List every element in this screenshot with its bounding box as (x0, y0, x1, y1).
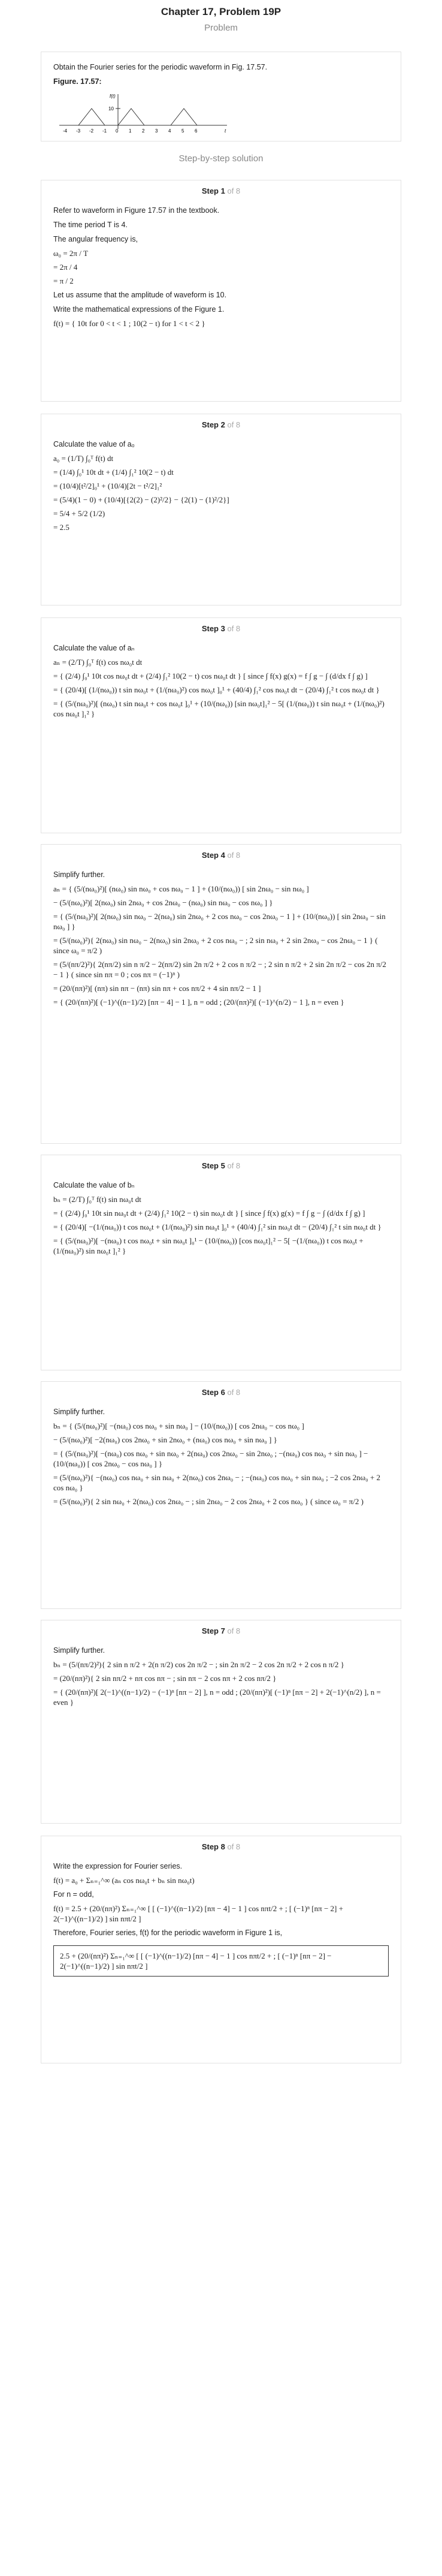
step-3-line-4: = { (5/(nω₀)²)[ (nω₀) t sin nω₀t + cos nω₀t ]₀¹ + (10/(nω₀)) [sin nω₀t]₁² − 5[ (1/(nω₀)) t sin nω₀t + (1/(nω₀)²) cos nω₀t ]₁² } (53, 699, 385, 718)
step-title-1: Step 1 of 8 (201, 186, 241, 195)
step-card-6 (41, 1381, 401, 1609)
y-axis-label: f(t) (110, 94, 116, 99)
step-card-8 (41, 1836, 401, 2063)
step-3-line-1: aₙ = (2/T) ∫₀ᵀ f(t) cos nω₀t dt (53, 658, 143, 667)
step-card-1 (41, 180, 401, 402)
problem-heading: Problem (204, 23, 238, 33)
x-axis-label: t (225, 128, 226, 134)
step-4-line-4: = (5/(nω₀)²){ 2(nω₀) sin nω₀ − 2(nω₀) sin 2nω₀ + 2 cos nω₀ − ; 2 sin nω₀ + 2 sin 2nω₀ − cos 2nω₀ − 1 } ( since ω₀ = π/2 ) (53, 936, 378, 955)
x-tick-label: 3 (155, 128, 158, 134)
step-8-line-0: Write the expression for Fourier series. (53, 1862, 183, 1870)
step-6-line-5: = (5/(nω₀)²){ 2 sin nω₀ + 2(nω₀) cos 2nω₀ − ; sin 2nω₀ − 2 cos 2nω₀ + 2 cos nω₀ } ( since ω₀ = π/2 ) (53, 1497, 364, 1506)
step-4-line-2: − (5/(nω₀)²)[ 2(nω₀) sin 2nω₀ + cos 2nω₀ − (nω₀) sin nω₀ − cos nω₀ ] } (53, 898, 273, 907)
step-6-line-2: − (5/(nω₀)²)[ −2(nω₀) cos 2nω₀ + sin 2nω₀ + (nω₀) cos nω₀ + sin nω₀ ] } (53, 1435, 277, 1444)
x-tick-label: 5 (181, 128, 184, 134)
step-1-line-8: f(t) = { 10t for 0 < t < 1 ; 10(2 − t) for 1 < t < 2 } (53, 319, 205, 328)
step-1-line-0: Refer to waveform in Figure 17.57 in the textbook. (53, 206, 220, 215)
triangle-right (171, 109, 197, 125)
step-title-6: Step 6 of 8 (201, 1388, 241, 1397)
problem-text: Obtain the Fourier series for the periodic waveform in Fig. 17.57. (53, 63, 268, 71)
triangle-center (118, 109, 144, 125)
step-5-line-1: bₙ = (2/T) ∫₀ᵀ f(t) sin nω₀t dt (53, 1195, 141, 1204)
x-tick-label: 0 (116, 128, 119, 134)
step-5-line-4: = { (5/(nω₀)²)[ −(nω₀) t cos nω₀t + sin nω₀t ]₀¹ − (10/(nω₀)) [cos nω₀t]₁² − 5[ −(1/(nω₀)) t cos nω₀t + (1/(nω₀)²) sin nω₀t ]₁² } (53, 1236, 364, 1255)
step-8-line-1: f(t) = a₀ + Σₙ₌₁^∞ (aₙ cos nω₀t + bₙ sin nω₀t) (53, 1876, 195, 1885)
problem-card (41, 52, 401, 141)
step-7-line-2: = (20/(nπ)²){ 2 sin nπ/2 + nπ cos nπ − ; sin nπ − 2 cos nπ + 2 cos nπ/2 } (53, 1674, 277, 1683)
step-5-line-3: = { (20/4)[ −(1/(nω₀)) t cos nω₀t + (1/(nω₀)²) sin nω₀t ]₀¹ + (40/4) ∫₁² sin nω₀t dt − (20/4) ∫₁² t sin nω₀t dt } (53, 1222, 382, 1231)
step-1-line-4: = 2π / 4 (53, 263, 78, 272)
step-5-line-0: Calculate the value of bₙ (53, 1181, 135, 1189)
step-title-3: Step 3 of 8 (201, 624, 241, 633)
step-8-line-3: f(t) = 2.5 + (20/(nπ)²) Σₙ₌₁^∞ [ [ (−1)^((n−1)/2) [nπ − 4] − 1 ] cos nπt/2 + ; [ (−1)ⁿ [nπ − 2] + 2(−1)^((n−1)/2) ] sin nπt/2 ] (53, 1904, 343, 1923)
step-4-line-0: Simplify further. (53, 870, 105, 879)
x-tick-label: -2 (89, 128, 94, 134)
step-1-line-5: = π / 2 (53, 276, 74, 285)
step-title-7: Step 7 of 8 (201, 1626, 241, 1635)
x-tick-label: 1 (129, 128, 132, 134)
page-title: Chapter 17, Problem 19P (161, 6, 281, 17)
step-6-line-4: = (5/(nω₀)²){ −(nω₀) cos nω₀ + sin nω₀ + 2(nω₀) cos 2nω₀ − ; −(nω₀) cos nω₀ + sin nω₀ ; −2 cos 2nω₀ + 2 cos nω₀ } (53, 1473, 381, 1492)
figure-label: Figure. 17.57: (53, 77, 102, 86)
step-1-line-3: ω₀ = 2π / T (53, 249, 89, 258)
x-tick-label: 6 (195, 128, 198, 134)
step-2-line-3: = (10/4)[t²/2]₀¹ + (10/4)[2t − t²/2]₁² (53, 481, 162, 490)
step-title-2: Step 2 of 8 (201, 420, 241, 429)
step-title-5: Step 5 of 8 (201, 1161, 241, 1170)
step-4-line-3: = { (5/(nω₀)²)[ 2(nω₀) sin nω₀ − 2(nω₀) sin 2nω₀ + 2 cos nω₀ − cos 2nω₀ − 1 ] + (10/(nω₀)) [ sin 2nω₀ − sin nω₀ ] } (53, 912, 386, 931)
solution-heading: Step-by-step solution (178, 153, 264, 164)
step-6-line-0: Simplify further. (53, 1408, 105, 1416)
x-tick-label: 4 (168, 128, 171, 134)
x-tick-label: -3 (76, 128, 81, 134)
step-4-line-5: = (5/(nπ/2)²){ 2(nπ/2) sin n π/2 − 2(nπ/2) sin 2n π/2 + 2 cos n π/2 − ; 2 sin n π/2 + 2 sin 2n π/2 − cos 2n π/2 − 1 } ( since sin nπ = 0 ; cos nπ = (−1)ⁿ ) (53, 960, 386, 979)
x-tick-label: -1 (102, 128, 107, 134)
step-2-line-2: = (1/4) ∫₀¹ 10t dt + (1/4) ∫₁² 10(2 − t) dt (53, 468, 174, 477)
step-3-line-3: = { (20/4)[ (1/(nω₀)) t sin nω₀t + (1/(nω₀)²) cos nω₀t ]₀¹ + (40/4) ∫₁² cos nω₀t dt − (20/4) ∫₁² t cos nω₀t dt } (53, 685, 380, 694)
step-7-line-0: Simplify further. (53, 1646, 105, 1655)
figure-waveform (53, 91, 389, 135)
triangle-left (65, 109, 144, 125)
final-answer-box: 2.5 + (20/(nπ)²) Σₙ₌₁^∞ [ [ (−1)^((n−1)/2) [nπ − 4] − 1 ] cos nπt/2 + ; [ (−1)ⁿ [nπ − 2] − 2(−1)^((n−1)/2) ] sin nπt/2 ] (53, 1945, 389, 1977)
step-card-7 (41, 1620, 401, 1824)
step-card-4 (41, 844, 401, 1144)
step-card-5 (41, 1155, 401, 1370)
step-2-line-6: = 2.5 (53, 523, 69, 532)
step-title-8: Step 8 of 8 (201, 1842, 241, 1851)
step-5-line-2: = { (2/4) ∫₀¹ 10t sin nω₀t dt + (2/4) ∫₁² 10(2 − t) sin nω₀t dt } [ since ∫ f(x) g(x) = f ∫ g − ∫ (d/dx f ∫ g) ] (53, 1209, 365, 1218)
step-card-2 (41, 414, 401, 605)
step-3-line-0: Calculate the value of aₙ (53, 644, 135, 652)
y-tick-label: 10 (108, 106, 114, 112)
waveform-plot (53, 91, 233, 135)
step-6-line-1: bₙ = { (5/(nω₀)²)[ −(nω₀) cos nω₀ + sin nω₀ ] − (10/(nω₀)) [ cos 2nω₀ − cos nω₀ ] (53, 1421, 304, 1430)
x-tick-label: 2 (142, 128, 145, 134)
step-2-line-0: Calculate the value of a₀ (53, 440, 135, 448)
x-tick-labels (63, 128, 198, 134)
step-1-line-1: The time period T is 4. (53, 221, 128, 229)
step-3-line-2: = { (2/4) ∫₀¹ 10t cos nω₀t dt + (2/4) ∫₁² 10(2 − t) cos nω₀t dt } [ since ∫ f(x) g(x) = f ∫ g − ∫ (d/dx f ∫ g) ] (53, 671, 368, 680)
step-title-4: Step 4 of 8 (201, 851, 241, 860)
step-1-line-6: Let us assume that the amplitude of waveform is 10. (53, 291, 227, 299)
step-4-line-1: aₙ = { (5/(nω₀)²)[ (nω₀) sin nω₀ + cos nω₀ − 1 ] + (10/(nω₀)) [ sin 2nω₀ − sin nω₀ ] (53, 884, 309, 893)
step-7-line-3: = { (20/(nπ)²)[ 2(−1)^((n−1)/2) − (−1)ⁿ [nπ − 2] ], n = odd ; (20/(nπ)²)[ (−1)ⁿ [nπ − 2] + 2(−1)^(n/2) ], n = even } (53, 1688, 381, 1707)
step-4-line-6: = (20/(nπ)²)[ (nπ) sin nπ − (nπ) sin nπ + cos nπ/2 + 4 sin nπ/2 − 1 ] (53, 984, 261, 993)
step-1-line-2: The angular frequency is, (53, 235, 138, 243)
step-6-line-3: = { (5/(nω₀)²)[ −(nω₀) cos nω₀ + sin nω₀ + 2(nω₀) cos 2nω₀ − sin 2nω₀ ; −(nω₀) cos nω₀ + sin nω₀ ] − (10/(nω₀)) [ cos 2nω₀ − cos nω₀ ] } (53, 1449, 368, 1468)
step-8-line-2: For n = odd, (53, 1890, 94, 1899)
step-2-line-1: a₀ = (1/T) ∫₀ᵀ f(t) dt (53, 454, 114, 463)
step-4-line-7: = { (20/(nπ)²)[ (−1)^((n−1)/2) [nπ − 4] − 1 ], n = odd ; (20/(nπ)²)[ (−1)^(n/2) − 1 ], n = even } (53, 998, 344, 1007)
x-tick-label: -4 (63, 128, 68, 134)
step-1-line-7: Write the mathematical expressions of the Figure 1. (53, 305, 225, 314)
step-7-line-1: bₙ = (5/(nπ/2)²){ 2 sin n π/2 + 2(n π/2) cos 2n π/2 − ; sin 2n π/2 − 2 cos 2n π/2 + 2 cos n π/2 } (53, 1660, 344, 1669)
step-2-line-5: = 5/4 + 5/2 (1/2) (53, 509, 105, 518)
step-8-line-4: Therefore, Fourier series, f(t) for the periodic waveform in Figure 1 is, (53, 1929, 283, 1937)
step-2-line-4: = (5/4)(1 − 0) + (10/4)[{2(2) − (2)²/2} − {2(1) − (1)²/2}] (53, 495, 229, 504)
step-card-3 (41, 617, 401, 833)
